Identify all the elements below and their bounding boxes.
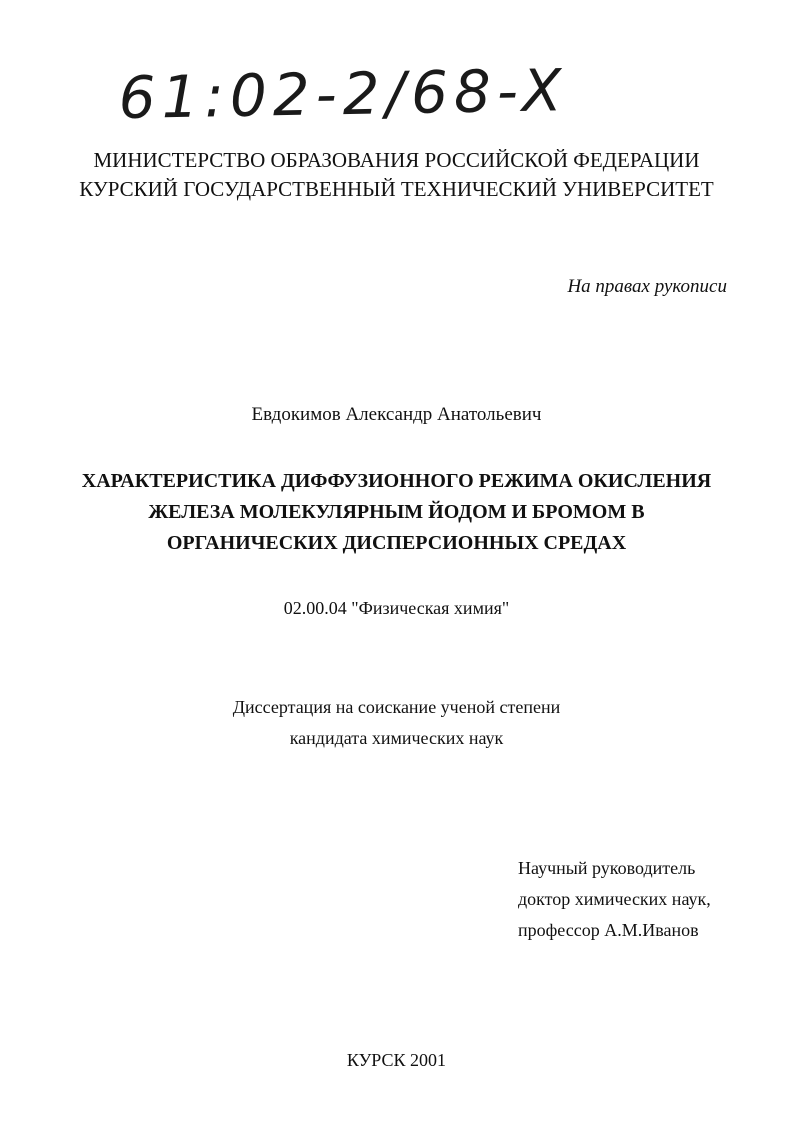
title-line-3: ОРГАНИЧЕСКИХ ДИСПЕРСИОННЫХ СРЕДАХ [166, 532, 627, 554]
degree-line-2: кандидата химических наук [289, 728, 504, 748]
ministry-name: МИНИСТЕРСТВО ОБРАЗОВАНИЯ РОССИЙСКОЙ ФЕДЕРАЦИИ [93, 148, 700, 172]
city-year: КУРСК 2001 [346, 1050, 447, 1070]
manuscript-rights-note: На правах рукописи [567, 276, 727, 297]
title-line-2: ЖЕЛЕЗА МОЛЕКУЛЯРНЫМ ЙОДОМ И БРОМОМ В [148, 501, 645, 523]
degree-line-1: Диссертация на соискание ученой степени [232, 697, 561, 717]
title-line-1: ХАРАКТЕРИСТИКА ДИФФУЗИОННОГО РЕЖИМА ОКИСЛЕНИЯ [81, 470, 712, 492]
author-name: Евдокимов Александр Анатольевич [251, 404, 542, 425]
institution-header [0, 146, 793, 204]
handwritten-archive-code: 61:02-2/68-X [118, 56, 569, 132]
university-name: КУРСКИЙ ГОСУДАРСТВЕННЫЙ ТЕХНИЧЕСКИЙ УНИВЕРСИТЕТ [79, 177, 714, 201]
dissertation-title [0, 466, 793, 559]
specialty-code: 02.00.04 "Физическая химия" [283, 598, 510, 618]
supervisor-name: профессор А.М.Иванов [518, 920, 699, 940]
supervisor-degree: доктор химических наук, [518, 889, 711, 909]
degree-statement [0, 692, 793, 754]
supervisor-role: Научный руководитель [518, 858, 696, 878]
supervisor-block [518, 853, 711, 946]
